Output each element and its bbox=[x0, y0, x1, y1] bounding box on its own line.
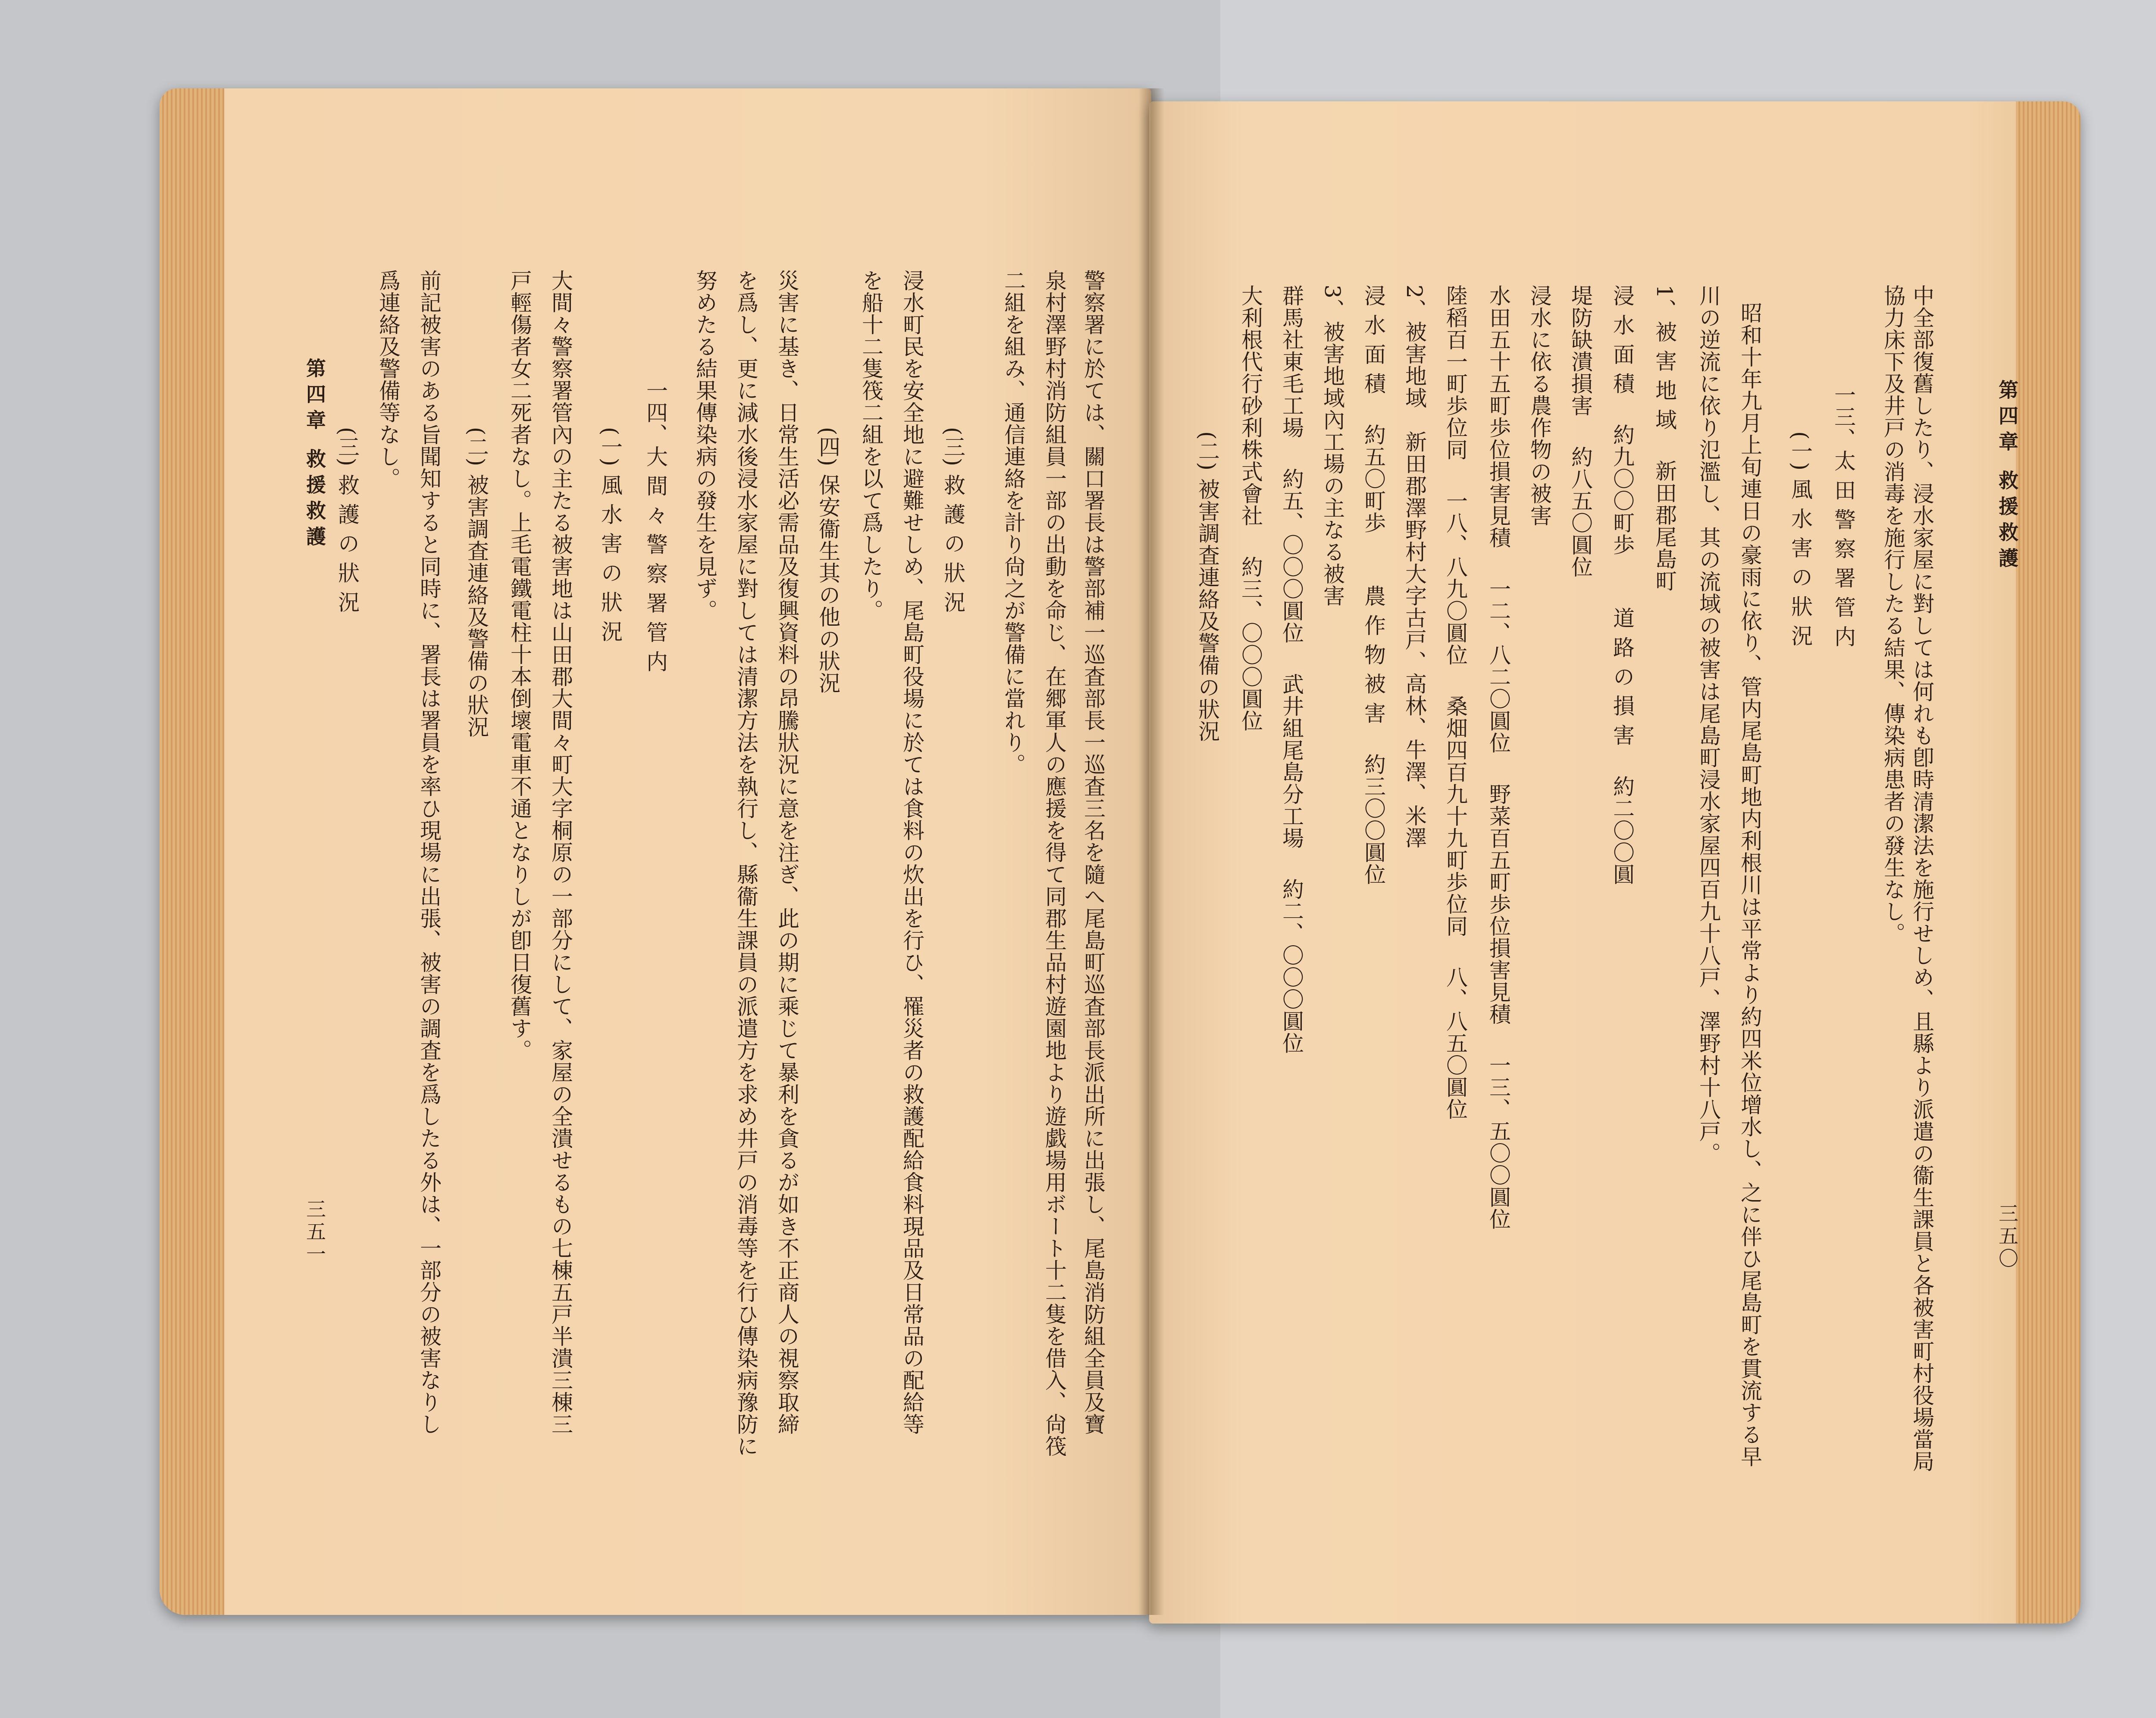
left-subsection-4: (四) 保安衞生其の他の狀況 bbox=[815, 427, 840, 694]
right-line-15: 3、被害地域內工場の主なる被害 bbox=[1320, 285, 1345, 607]
right-line-2: 協力床下及井戸の消毒を施行したる結果、傳染病患者の發生なし。 bbox=[1880, 285, 1905, 944]
right-page-number: 三五〇 bbox=[1996, 1203, 2019, 1270]
left-section-title: 一四、大 間 々 警 察 署 管 内 bbox=[643, 379, 668, 673]
book-gutter bbox=[1138, 88, 1164, 1615]
right-line-8: 浸 水 面 積 約九〇〇町歩 道 路 の 損 害 約二〇〇圓 bbox=[1610, 285, 1635, 885]
left-line-9: を爲し、更に減水後浸水家屋に對しては清潔方法を執行し、縣衞生課員の派遣方を求め井戸の消毒等を行ひ傳染病豫防に bbox=[733, 270, 758, 1457]
left-line-3: 二組を組み、通信連絡を計り尙之が警備に當れり。 bbox=[1001, 270, 1026, 775]
right-line-7: 1、被 害 地 域 新田郡尾島町 bbox=[1652, 285, 1677, 592]
page-edge-right bbox=[2016, 101, 2081, 1624]
left-line-16: 前記被害のある旨聞知すると同時に、署長は署員を率ひ現場に出張、被害の調査を爲したる外は、一部分の被害なりし bbox=[417, 270, 442, 1435]
left-page-header: 第四章 救援救護 bbox=[303, 358, 326, 552]
left-line-17: 爲連絡及警備等なし。 bbox=[376, 270, 401, 489]
right-line-9: 堤防缺潰損害 約八五〇圓位 bbox=[1568, 285, 1593, 578]
right-line-16: 群馬社東毛工場 約五、〇〇〇圓位 武井組尾島分工場 約二、〇〇〇圓位 bbox=[1279, 285, 1304, 1054]
left-page-number: 三五一 bbox=[303, 1199, 326, 1266]
right-line-17: 大利根代行砂利株式會社 約三、〇〇〇圓位 bbox=[1238, 285, 1263, 732]
left-subsection-3a: (三) 救 護 の 狀 況 bbox=[940, 427, 965, 613]
right-line-11: 水田五十五町歩位損害見積 一二、八二〇圓位 野菜百五町歩位損害見積 一三、五〇〇圓位 bbox=[1486, 285, 1511, 1230]
left-line-6: を船十二隻筏二組を以て爲したり。 bbox=[859, 270, 884, 621]
right-line-14: 浸 水 面 積 約五〇町歩 農 作 物 被 害 約三〇〇圓位 bbox=[1361, 285, 1386, 885]
left-subsection-1: (一) 風 水 害 の 狀 況 bbox=[598, 427, 623, 643]
right-line-10: 浸水に依る農作物の被害 bbox=[1527, 285, 1552, 527]
left-subsection-3b: (三) 救 護 の 狀 況 bbox=[335, 427, 360, 613]
left-line-14: 戸輕傷者女二死者なし。上毛電鐵電柱十本倒壞電車不通となりしが卽日復舊す。 bbox=[507, 270, 532, 1061]
left-line-2: 泉村澤野村消防組員一部の出動を命じ、在郷軍人の應援を得て同郡生品村遊園地より遊戯場用ボート十二隻を借入、尙筏 bbox=[1042, 270, 1067, 1457]
left-line-13: 大間々警察署管內の主たる被害地は山田郡大間々町大字桐原の一部分にして、家屋の全潰せるもの七棟五戸半潰三棟三 bbox=[548, 270, 573, 1435]
left-line-10: 努めたる結果傳染病の發生を見ず。 bbox=[693, 270, 718, 621]
left-subsection-2: (二) 被害調査連絡及警備の狀況 bbox=[464, 427, 489, 738]
right-page-header: 第四章 救援救護 bbox=[1996, 379, 2019, 574]
page-edge-left bbox=[160, 88, 224, 1615]
right-subsection-1: (一) 風 水 害 の 狀 況 bbox=[1788, 431, 1813, 647]
right-line-13: 2、被害地域 新田郡澤野村大字古戸、高林、牛澤、米澤 bbox=[1402, 285, 1427, 849]
left-line-1: 警察署に於ては、關口署長は警部補一巡査部長一巡査三名を隨へ尾島町巡査部長派出所に出張し、尾島消防組全員及寶 bbox=[1081, 270, 1106, 1435]
left-line-5: 浸水町民を安全地に避難せしめ、尾島町役場に於ては食料の炊出を行ひ、罹災者の救護配給食料現品及日常品の配給等 bbox=[899, 270, 924, 1435]
right-subsection-2: (二) 被害調査連絡及警備の狀況 bbox=[1195, 431, 1220, 742]
right-section-title: 一三、太 田 警 察 署 管 内 bbox=[1831, 384, 1856, 648]
right-line-5: 昭和十年九月上旬連日の豪雨に依り、管内尾島町地内利根川は平常より約四米位增水し、之に伴ひ尾島町を貫流する早 bbox=[1737, 302, 1762, 1467]
right-line-12: 陸稻百一町歩位同 一八、八九〇圓位 桑畑四百九十九町歩位同 八、八五〇圓位 bbox=[1443, 285, 1468, 1120]
right-line-1: 中全部復舊したり、浸水家屋に對しては何れも卽時清潔法を施行せしめ、且縣より派遣の衞生課員と各被害町村役場當局 bbox=[1909, 285, 1934, 1472]
right-line-6: 川の逆流に依り氾濫し、其の流域の被害は尾島町浸水家屋四百九十八戸、澤野村十八戸。 bbox=[1696, 285, 1721, 1164]
left-line-8: 災害に基き、日常生活必需品及復興資料の昂騰狀況に意を注ぎ、此の期に乘じて暴利を貪るが如き不正商人の視察取締 bbox=[774, 270, 799, 1435]
